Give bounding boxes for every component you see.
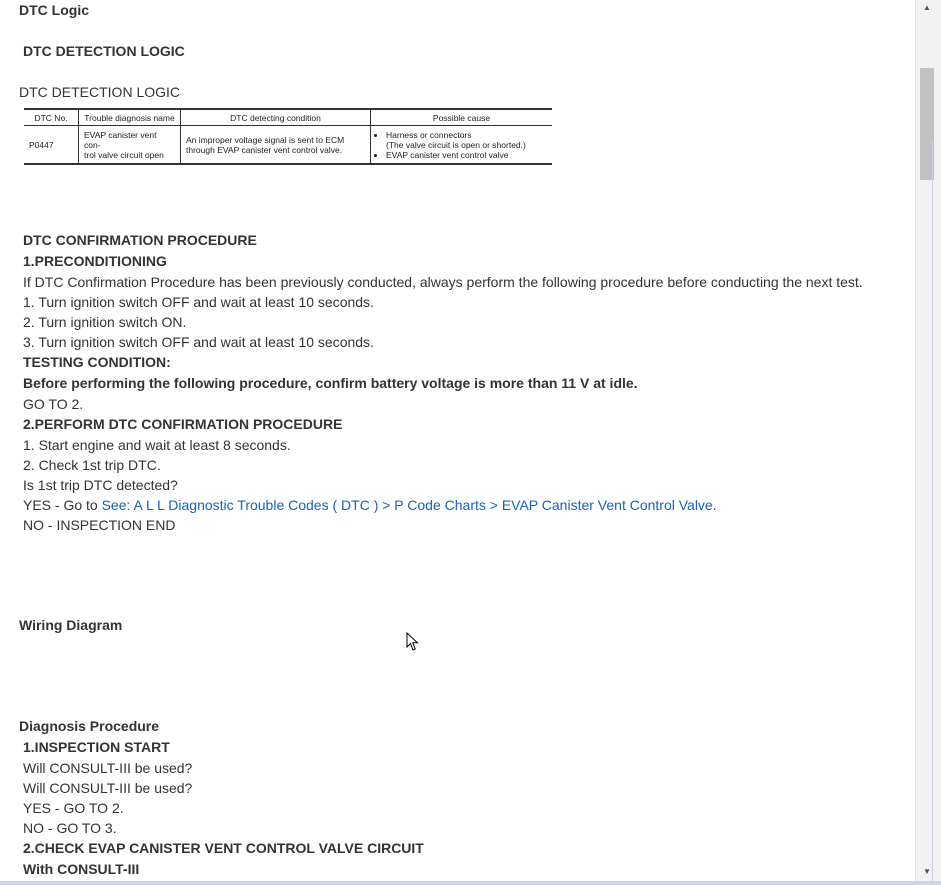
yes-answer-line [23,497,717,514]
diagnosis-no: NO - GO TO 3. [23,820,117,836]
consult-question: Will CONSULT-III be used? [23,760,193,776]
cause-item-sub: (The valve circuit is open or shorted.) [386,139,526,150]
precondition-step: 3. Turn ignition switch OFF and wait at least 10 seconds. [23,334,374,350]
condition-line1: An improper voltage signal is sent to ECM [186,134,345,145]
check-circuit-title: 2.CHECK EVAP CANISTER VENT CONTROL VALVE CIRCUIT [23,840,424,856]
cell-possible-cause [371,126,553,165]
dtc-logic-title: DTC Logic [19,2,89,18]
cause-list [376,150,547,160]
confirmation-step: 2. Check 1st trip DTC. [23,457,161,473]
scroll-up-arrow-icon[interactable]: ▲ [923,3,931,12]
cell-dtc-no: P0447 [24,126,79,165]
cause-item: • Harness or connectors [386,130,547,140]
table-row [24,126,552,165]
condition-line2: through EVAP canister vent control valve. [186,144,343,155]
table-header-row [24,109,552,126]
frame-edge [932,140,933,882]
dtc-detected-question: Is 1st trip DTC detected? [23,477,178,493]
with-consult-label: With CONSULT-III [23,861,140,877]
detection-logic-heading: DTC DETECTION LOGIC [23,43,185,59]
yes-prefix: YES - Go to [23,497,102,513]
confirmation-step: 1. Start engine and wait at least 8 seconds. [23,437,291,453]
dtc-detection-table [24,108,552,165]
perform-confirmation-title: 2.PERFORM DTC CONFIRMATION PROCEDURE [23,416,343,432]
precondition-step: 2. Turn ignition switch ON. [23,314,187,330]
header-possible-cause: Possible cause [371,109,553,126]
window-bottom-edge [0,881,941,885]
trouble-name-line1: EVAP canister vent con- [84,129,157,150]
preconditioning-title: 1.PRECONDITIONING [23,253,167,269]
yes-suffix: . [712,497,717,513]
cause-list [376,130,547,140]
goto-step-2: GO TO 2. [23,396,84,412]
mouse-pointer-icon [406,632,420,652]
cell-detecting-condition [181,126,371,165]
precondition-step: 1. Turn ignition switch OFF and wait at least 10 seconds. [23,294,374,310]
consult-question: Will CONSULT-III be used? [23,780,193,796]
scroll-down-arrow-icon[interactable]: ▼ [923,867,931,876]
detection-logic-caption: DTC DETECTION LOGIC [19,84,181,100]
inspection-start-title: 1.INSPECTION START [23,739,170,755]
testing-condition-text: Before performing the following procedure, confirm battery voltage is more than 11 V at idle. [23,375,638,391]
no-answer-line: NO - INSPECTION END [23,517,176,533]
diagnosis-heading: Diagnosis Procedure [19,718,160,734]
vertical-scrollbar[interactable] [915,0,941,882]
header-dtc-no: DTC No. [24,109,79,126]
preconditioning-intro: If DTC Confirmation Procedure has been previously conducted, always perform the following procedure before conducting the next test. [23,274,863,290]
trouble-name-line2: trol valve circuit open [84,149,164,160]
confirmation-heading: DTC CONFIRMATION PROCEDURE [23,232,257,248]
evap-valve-link[interactable]: See: A L L Diagnostic Trouble Codes ( DTC ) > P Code Charts > EVAP Canister Vent Control Valve [101,497,713,513]
testing-condition-label: TESTING CONDITION: [23,354,171,370]
diagnosis-yes: YES - GO TO 2. [23,800,124,816]
cell-trouble-name [79,126,181,165]
cause-item: • EVAP canister vent control valve [386,150,547,160]
header-detecting-condition: DTC detecting condition [181,109,371,126]
wiring-diagram-heading: Wiring Diagram [19,617,123,633]
header-trouble-name: Trouble diagnosis name [79,109,181,126]
